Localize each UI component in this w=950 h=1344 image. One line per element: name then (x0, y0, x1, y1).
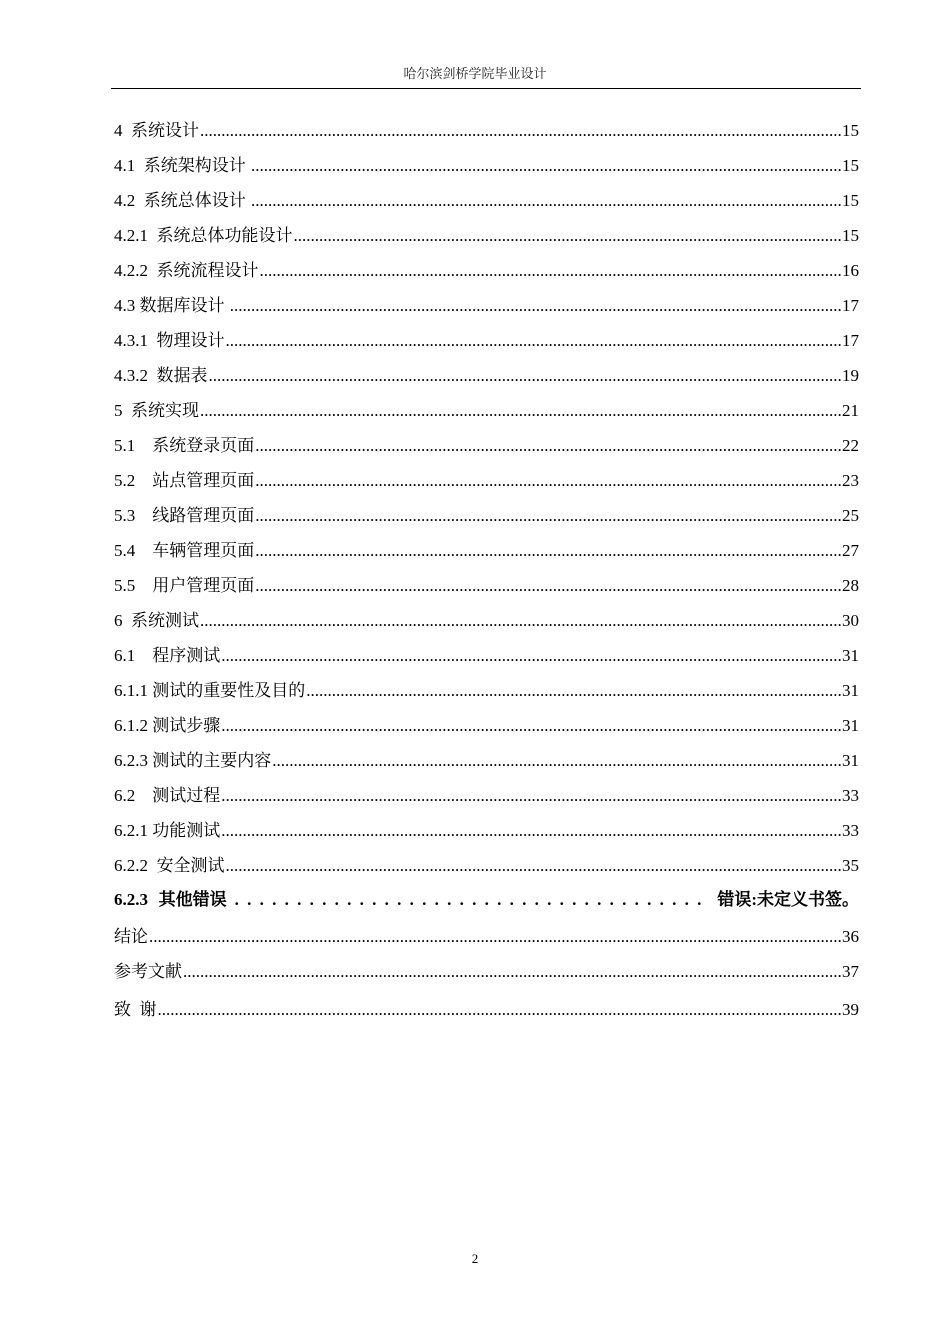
toc-entry-page: 31 (842, 681, 859, 700)
toc-entry-title: 用户管理页面 (152, 576, 255, 595)
toc-entry-number: 6.2.1 (114, 821, 153, 840)
toc-dot-leader (255, 428, 841, 463)
toc-dot-leader (149, 919, 841, 954)
toc-entry-page: 37 (842, 962, 859, 981)
toc-entry[interactable] (114, 992, 859, 1027)
toc-entry-page: 28 (842, 576, 859, 595)
toc-dot-leader (255, 463, 841, 498)
toc-dot-leader (226, 848, 842, 883)
toc-entry-page: 15 (842, 226, 859, 245)
toc-entry-number: 4.3.1 (114, 331, 157, 350)
toc-entry-title: 其他错误 (158, 890, 227, 909)
toc-entry-title: 系统总体设计 (143, 191, 250, 210)
toc-entry-page: 15 (842, 191, 859, 210)
toc-dot-leader (221, 778, 841, 813)
toc-entry[interactable] (114, 778, 859, 813)
toc-entry-title: 系统流程设计 (156, 261, 259, 280)
toc-entry-title: 致 谢 (114, 1000, 157, 1019)
table-of-contents (114, 113, 859, 1027)
page-number: 2 (471, 1251, 479, 1266)
toc-entry-title: 测试步骤 (152, 716, 221, 735)
toc-entry-page: 31 (842, 646, 859, 665)
bookmark-error-text: 错误:未定义书签。 (717, 890, 859, 909)
toc-entry-title: 系统总体功能设计 (156, 226, 293, 245)
toc-entry-title: 测试的重要性及目的 (152, 681, 306, 700)
toc-entry-page: 36 (842, 927, 859, 946)
toc-dot-leader (255, 498, 841, 533)
toc-entry-title: 系统实现 (131, 401, 199, 420)
toc-entry[interactable] (114, 638, 859, 673)
toc-entry[interactable] (114, 533, 859, 568)
toc-entry-title: 站点管理页面 (152, 471, 255, 490)
toc-entry-title: 结论 (114, 927, 148, 946)
toc-entry-page: 35 (842, 856, 859, 875)
toc-entry[interactable] (114, 428, 859, 463)
toc-entry-number: 6 (114, 611, 131, 630)
toc-entry-title: 线路管理页面 (152, 506, 255, 525)
toc-dot-leader (226, 323, 842, 358)
toc-dot-leader (158, 992, 842, 1027)
toc-entry-page: 31 (842, 751, 859, 770)
toc-entry-page: 22 (842, 436, 859, 455)
toc-entry-number: 5.2 (114, 471, 153, 490)
toc-entry[interactable] (114, 218, 859, 253)
toc-dot-leader (255, 533, 841, 568)
toc-entry-page: 19 (842, 366, 859, 385)
toc-entry-title: 车辆管理页面 (152, 541, 255, 560)
toc-entry-page: 31 (842, 716, 859, 735)
toc-dot-leader (200, 603, 841, 638)
toc-entry-number: 4.3.2 (114, 366, 157, 385)
toc-entry-number: 5.4 (114, 541, 153, 560)
toc-entry-title: 测试的主要内容 (152, 751, 272, 770)
toc-entry-number: 5 (114, 401, 131, 420)
toc-dot-leader (221, 708, 841, 743)
toc-dot-leader (209, 358, 842, 393)
toc-entry-number: 6.2.3 (114, 890, 148, 909)
toc-entry-title: 程序测试 (152, 646, 221, 665)
toc-dot-leader (294, 218, 842, 253)
toc-entry[interactable] (114, 848, 859, 883)
toc-entry[interactable] (114, 253, 859, 288)
toc-dot-leader (183, 954, 841, 989)
toc-entry-page: 16 (842, 261, 859, 280)
toc-entry[interactable] (114, 288, 859, 323)
toc-entry[interactable] (114, 743, 859, 778)
toc-entry[interactable] (114, 393, 859, 428)
toc-entry-error[interactable] (114, 883, 859, 916)
toc-dot-leader (235, 883, 704, 916)
toc-entry[interactable] (114, 568, 859, 603)
toc-entry-page: 15 (842, 121, 859, 140)
toc-entry[interactable] (114, 708, 859, 743)
toc-entry[interactable] (114, 183, 859, 218)
toc-dot-leader (200, 113, 841, 148)
toc-entry-number: 4.2.1 (114, 226, 157, 245)
toc-dot-leader (272, 743, 841, 778)
toc-entry-number: 4.3 (114, 296, 140, 315)
toc-entry-title: 系统设计 (131, 121, 199, 140)
header-divider (111, 88, 861, 89)
toc-entry-title: 功能测试 (152, 821, 221, 840)
toc-entry-number: 5.5 (114, 576, 153, 595)
toc-entry-title: 测试过程 (152, 786, 221, 805)
toc-dot-leader (221, 813, 841, 848)
toc-entry-number: 6.2 (114, 786, 153, 805)
toc-entry-number: 6.1.2 (114, 716, 153, 735)
toc-entry[interactable] (114, 148, 859, 183)
toc-entry-page: 23 (842, 471, 859, 490)
toc-entry[interactable] (114, 919, 859, 954)
toc-entry[interactable] (114, 113, 859, 148)
toc-dot-leader (260, 253, 842, 288)
toc-entry-page: 25 (842, 506, 859, 525)
toc-entry[interactable] (114, 323, 859, 358)
toc-dot-leader (200, 393, 841, 428)
toc-dot-leader (251, 148, 841, 183)
toc-dot-leader (251, 183, 841, 218)
toc-entry[interactable] (114, 498, 859, 533)
toc-dot-leader (255, 568, 841, 603)
toc-entry-number: 5.1 (114, 436, 153, 455)
toc-entry-number: 6.1 (114, 646, 153, 665)
toc-entry-title: 系统登录页面 (152, 436, 255, 455)
toc-entry-title: 数据库设计 (139, 296, 229, 315)
toc-entry-title: 系统架构设计 (143, 156, 250, 175)
toc-entry[interactable] (114, 603, 859, 638)
toc-entry[interactable] (114, 954, 859, 989)
toc-entry-page: 17 (842, 296, 859, 315)
toc-entry-number: 4.2 (114, 191, 144, 210)
toc-entry-title: 安全测试 (156, 856, 225, 875)
toc-entry[interactable] (114, 358, 859, 393)
toc-dot-leader (221, 638, 841, 673)
page-header-title: 哈尔滨剑桥学院毕业设计 (403, 66, 547, 81)
toc-entry[interactable] (114, 673, 859, 708)
toc-entry-page: 33 (842, 821, 859, 840)
toc-entry-page: 39 (842, 1000, 859, 1019)
toc-entry[interactable] (114, 463, 859, 498)
toc-entry-title: 物理设计 (156, 331, 225, 350)
toc-entry-title: 数据表 (156, 366, 208, 385)
toc-entry-page: 17 (842, 331, 859, 350)
toc-entry-number: 4.1 (114, 156, 144, 175)
toc-dot-leader (306, 673, 841, 708)
toc-entry-number: 4.2.2 (114, 261, 157, 280)
toc-entry-number: 6.1.1 (114, 681, 153, 700)
toc-entry-title: 参考文献 (114, 962, 182, 981)
toc-entry[interactable] (114, 813, 859, 848)
toc-entry-number: 4 (114, 121, 131, 140)
toc-entry-number: 6.2.3 (114, 751, 153, 770)
toc-entry-number: 6.2.2 (114, 856, 157, 875)
toc-entry-page: 15 (842, 156, 859, 175)
toc-entry-page: 21 (842, 401, 859, 420)
toc-entry-page: 33 (842, 786, 859, 805)
toc-dot-leader (230, 288, 841, 323)
toc-entry-page: 30 (842, 611, 859, 630)
toc-entry-page: 27 (842, 541, 859, 560)
toc-entry-title: 系统测试 (131, 611, 199, 630)
toc-entry-number: 5.3 (114, 506, 153, 525)
